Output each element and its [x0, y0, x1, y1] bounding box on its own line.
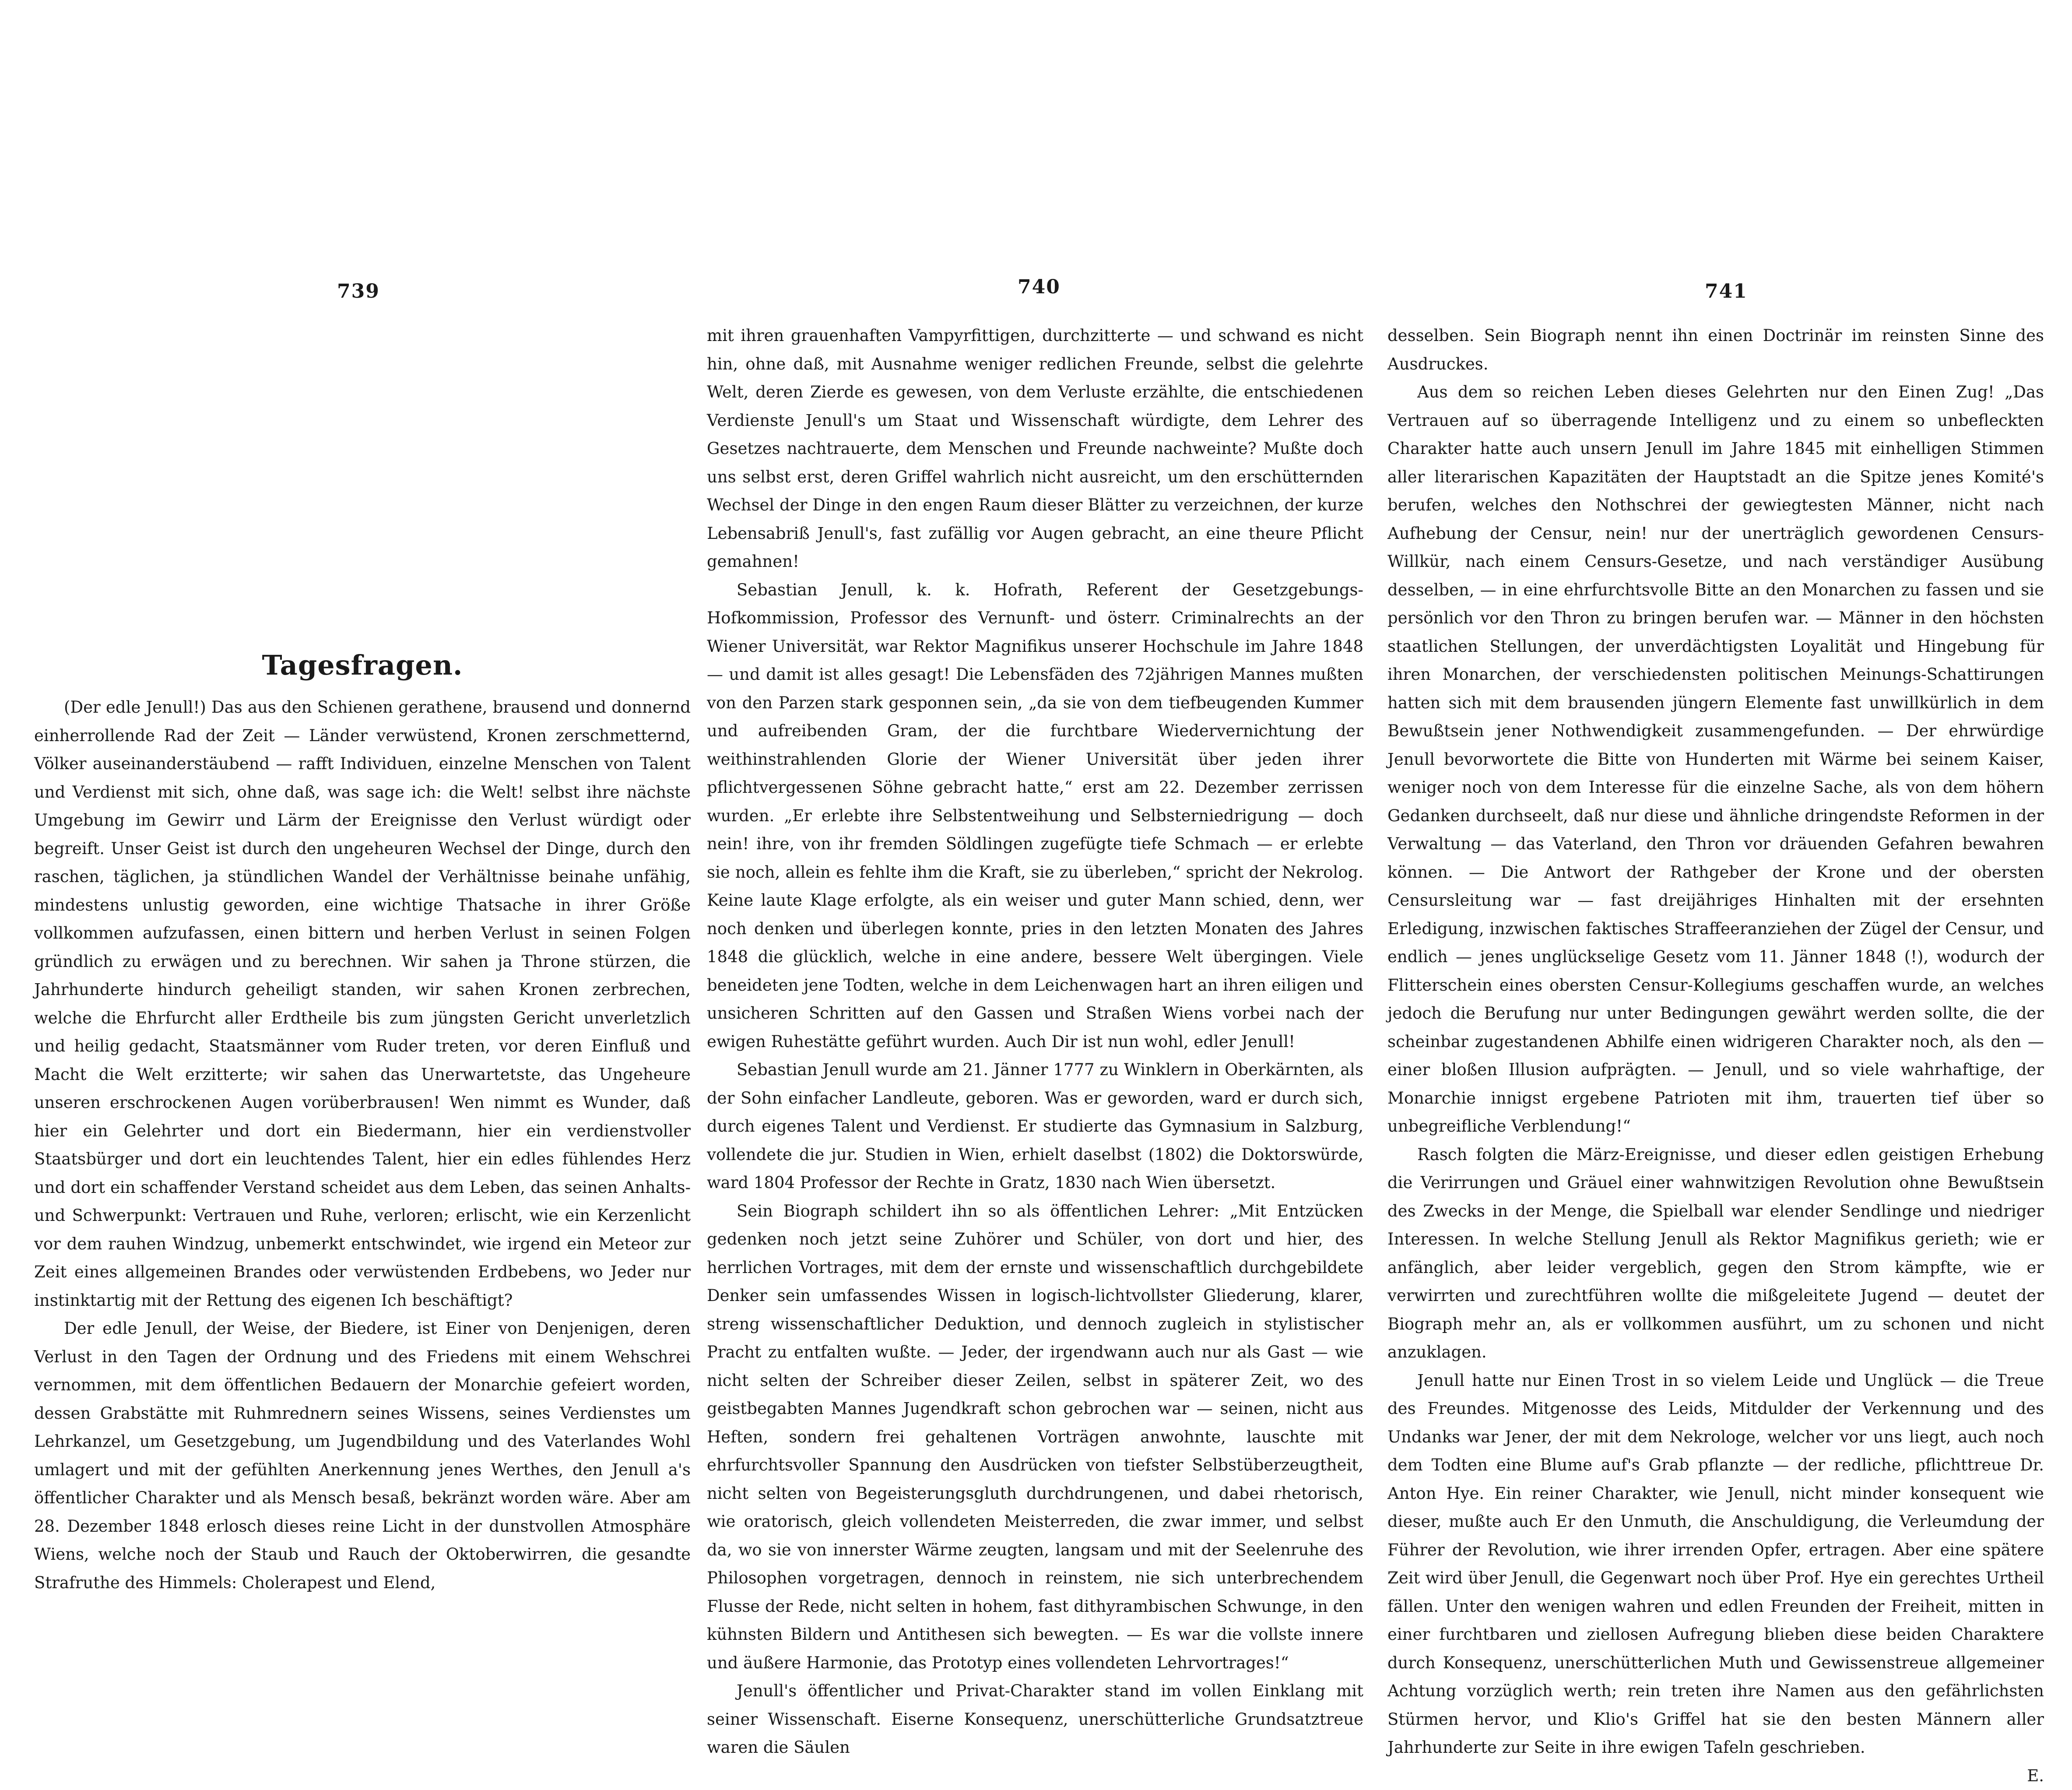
paragraph: mit ihren grauenhaften Vampyrfittigen, durchzitterte — und schwand es nicht hin, ohne daß, mit Ausnahme weniger redlichen Freunde, selbst die gelehrte Welt, deren Zierde es gewesen, von dem Verluste erzählte, die entschiedenen Verdienste Jenull's um Staat und Wissenschaft würdigte, dem Lehrer des Gesetzes nachtrauerte, dem Menschen und Freunde nachweinte? Mußte doch uns selbst erst, deren Griffel wahrlich nicht ausreicht, um den erschütternden Wechsel der Dinge in den engen Raum dieser Blätter zu verzeichnen, der kurze Lebensabriß Jenull's, fast zufällig vor Augen gebracht, an eine theure Pflicht gemahnen!: [707, 322, 1363, 576]
paragraph: Jenull hatte nur Einen Trost in so vielem Leide und Unglück — die Treue des Freundes. Mitgenosse des Leids, Mitdulder der Verkennung und des Undanks war Jener, der mit dem Nekrologe, welcher vor uns liegt, auch noch dem Todten eine Blume auf's Grab pflanzte — der redliche, pflichttreue Dr. Anton Hye. Ein reiner Charakter, wie Jenull, nicht minder konsequent wie dieser, mußte auch Er den Unmuth, die Anschuldigung, die Verleumdung der Führer der Revolution, wie ihrer irrenden Opfer, ertragen. Aber eine spätere Zeit wird über Jenull, die Gegenwart noch über Prof. Hye ein gerechtes Urtheil fällen. Unter den wenigen wahren und edlen Freunden der Freiheit, mitten in einer furchtbaren und ziellosen Aufregung blieben diese beiden Charaktere durch Konsequenz, unerschütterlichen Muth und Gewissenstreue allgemeiner Achtung vorzüglich werth; rein treten ihre Namen aus den gefährlichsten Stürmen hervor, und Klio's Griffel hat sie den besten Männern aller Jahrhunderte zur Seite in ihre ewigen Tafeln geschrieben.: [1387, 1367, 2044, 1762]
column-left: [34, 648, 691, 1597]
paragraph: Aus dem so reichen Leben dieses Gelehrten nur den Einen Zug! „Das Vertrauen auf so überragende Intelligenz und zu einem so unbefleckten Charakter hatte auch unsern Jenull im Jahre 1845 mit einhelligen Stimmen aller literarischen Kapazitäten der Hauptstadt an die Spitze jenes Komité's berufen, welches den Nothschrei der gewiegtesten Männer, nicht nach Aufhebung der Censur, nein! nur der unerträglich gewordenen Censurs-Willkür, nach einem Censurs-Gesetze, und nach verständiger Ausübung desselben, — in eine ehrfurchtsvolle Bitte an den Monarchen zu fassen und sie persönlich vor den Thron zu bringen berufen war. — Männer in den höchsten staatlichen Stellungen, der unverdächtigsten Loyalität und Hingebung für ihren Monarchen, der verschiedensten politischen Meinungs-Schattirungen hatten sich mit dem brausenden jüngern Elemente fast unwillkürlich in dem Bewußtsein jener Nothwendigkeit zusammengefunden. — Der ehrwürdige Jenull bevorwortete die Bitte von Hunderten mit Wärme bei seinem Kaiser, weniger noch von dem Interesse für die einzelne Sache, als von dem höhern Gedanken durchseelt, daß nur diese und ähnliche dringendste Reformen in der Verwaltung — das Vaterland, den Thron vor dräuenden Gefahren bewahren können. — Die Antwort der Rathgeber der Krone und der obersten Censursleitung war — fast dreijähriges Hinhalten mit der ersehnten Erledigung, inzwischen faktisches Straffeeranziehen der Zügel der Censur, und endlich — jenes unglückselige Gesetz vom 11. Jänner 1848 (!), wodurch der Flitterschein eines obersten Censur-Kollegiums geschaffen wurde, an welches jedoch die Berufung nur unter Bedingungen gewährt werden sollte, die der scheinbar zugestandenen Abhilfe einen widrigeren Charakter noch, als den — einer bloßen Illusion aufprägten. — Jenull, und so viele wahrhaftige, der Monarchie innigst ergebene Patrioten mit ihm, trauerten tief über so unbegreifliche Verblendung!“: [1387, 378, 2044, 1141]
column-middle: [707, 322, 1363, 1762]
column-right: [1387, 322, 2044, 1790]
paragraph: Sebastian Jenull wurde am 21. Jänner 1777 zu Winklern in Oberkärnten, als der Sohn einfacher Landleute, geboren. Was er geworden, ward er durch sich, durch eigenes Talent und Verdienst. Er studierte das Gymnasium in Salzburg, vollendete die jur. Studien in Wien, erhielt daselbst (1802) die Doktorswürde, ward 1804 Professor der Rechte in Gratz, 1830 nach Wien übersetzt.: [707, 1056, 1363, 1197]
paragraph: Rasch folgten die März-Ereignisse, und dieser edlen geistigen Erhebung die Verirrungen und Gräuel einer wahnwitzigen Revolution ohne Bewußtsein des Zwecks in der Menge, die Spielball war elender Sendlinge und niedriger Interessen. In welche Stellung Jenull als Rektor Magnifikus gerieth; wie er anfänglich, aber leider vergeblich, gegen den Strom kämpfte, wie er verwirrten und zurechtführen wollte die mißgeleitete Jugend — deutet der Biograph mehr an, als er vollkommen ausführt, um zu schonen und nicht anzuklagen.: [1387, 1141, 2044, 1367]
paragraph: Sein Biograph schildert ihn so als öffentlichen Lehrer: „Mit Entzücken gedenken noch jetzt seine Zuhörer und Schüler, von dort und hier, des herrlichen Vortrages, mit dem der ernste und wissenschaftlich durchgebildete Denker sein umfassendes Wissen in logisch-lichtvollster Gliederung, klarer, streng wissenschaftlicher Deduktion, und dennoch zugleich in stylistischer Pracht zu entfalten wußte. — Jeder, der irgendwann auch nur als Gast — wie nicht selten der Schreiber dieser Zeilen, selbst in späterer Zeit, wo des geistbegabten Mannes Jugendkraft schon gebrochen war — seinen, nicht aus Heften, sondern frei gehaltenen Vorträgen anwohnte, lauschte mit ehrfurchtsvoller Spannung den Ausdrücken von tiefster Selbstüberzeugtheit, nicht selten von Begeisterungsgluth durchdrungenen, und dabei rhetorisch, wie oratorisch, gleich vollendeten Meisterreden, die zwar immer, und selbst da, wo sie von innerster Wärme zeugten, langsam und mit der Seelenruhe des Philosophen vorgetragen, dennoch in reinstem, nie sich unterbrechendem Flusse der Rede, nicht selten in hohem, fast dithyrambischen Schwunge, in den kühnsten Bildern und Antithesen sich bewegten. — Es war die vollste innere und äußere Harmonie, das Prototyp eines vollendeten Lehrvortrages!“: [707, 1197, 1363, 1677]
page-number-right: 741: [1705, 280, 1748, 302]
page-number-left: 739: [337, 280, 380, 302]
paragraph: Sebastian Jenull, k. k. Hofrath, Referent der Gesetzgebungs-Hofkommission, Professor des Vernunft- und österr. Criminalrechts an der Wiener Universität, war Rektor Magnifikus unserer Hochschule im Jahre 1848 — und damit ist alles gesagt! Die Lebensfäden des 72jährigen Mannes mußten von den Parzen stark gesponnen sein, „da sie von dem tiefbeugenden Kummer und aufreibenden Gram, der die furchtbare Wiedervernichtung der weithinstrahlenden Glorie der Wiener Universität über jeden ihrer pflichtvergessenen Söhne gebracht hatte,“ erst am 22. Dezember zerrissen wurden. „Er erlebte ihre Selbstentweihung und Selbsterniedrigung — doch nein! ihre, von ihr fremden Söldlingen zugefügte tiefe Schmach — er erlebte sie noch, allein es fehlte ihm die Kraft, sie zu überleben,“ spricht der Nekrolog. Keine laute Klage erfolgte, als ein weiser und guter Mann schied, denn, wer noch denken und überlegen konnte, pries in den letzten Monaten des Jahres 1848 die glücklich, welche in eine andere, bessere Welt übergingen. Viele beneideten jene Todten, welche in dem Leichenwagen hart an ihren eiligen und unsicheren Schritten auf den Gassen und Straßen Wiens vorbei nach der ewigen Ruhestätte geführt wurden. Auch Dir ist nun wohl, edler Jenull!: [707, 576, 1363, 1056]
paragraph: Der edle Jenull, der Weise, der Biedere, ist Einer von Denjenigen, deren Verlust in den Tagen der Ordnung und des Friedens mit einem Wehschrei vernommen, mit dem öffentlichen Bedauern der Monarchie gefeiert worden, dessen Grabstätte mit Ruhmrednern seines Wissens, seines Verdienstes um Lehrkanzel, um Gesetzgebung, um Jugendbildung und des Vaterlandes Wohl umlagert und mit der gefühlten Anerkennung jenes Werthes, den Jenull a's öffentlicher Charakter und als Mensch besaß, bekränzt worden wäre. Aber am 28. Dezember 1848 erlosch dieses reine Licht in der dunstvollen Atmosphäre Wiens, welche noch der Staub und Rauch der Oktoberwirren, die gesandte Strafruthe des Himmels: Cholerapest und Elend,: [34, 1315, 691, 1597]
author-signature: E.: [1387, 1762, 2044, 1790]
paragraph: (Der edle Jenull!) Das aus den Schienen gerathene, brausend und donnernd einherrollende Rad der Zeit — Länder verwüstend, Kronen zerschmetternd, Völker auseinanderstäubend — rafft Individuen, einzelne Menschen von Talent und Verdienst mit sich, ohne daß, was sage ich: die Welt! selbst ihre nächste Umgebung im Gewirr und Lärm der Ereignisse den Verlust würdigt oder begreift. Unser Geist ist durch den ungeheuren Wechsel der Dinge, durch den raschen, täglichen, ja stündlichen Wandel der Verhältnisse beinahe unfähig, mindestens unlustig geworden, eine wichtige Thatsache in ihrer Größe vollkommen aufzufassen, einen bittern und herben Verlust in seinen Folgen gründlich zu erwägen und zu berechnen. Wir sahen ja Throne stürzen, die Jahrhunderte hindurch geheiligt standen, wir sahen Kronen zerbrechen, welche die Ehrfurcht aller Erdtheile bis zum jüngsten Gericht unverletzlich und heilig gedacht, Staatsmänner vom Ruder treten, vor deren Einfluß und Macht die Welt erzitterte; wir sahen das Unerwartetste, das Ungeheure unseren erschrockenen Augen vorüberbrausen! Wen nimmt es Wunder, daß hier ein Gelehrter und dort ein Biedermann, hier ein verdienstvoller Staatsbürger und dort ein leuchtendes Talent, hier ein edles fühlendes Herz und dort ein schaffender Verstand scheidet aus dem Leben, das seinen Anhalts- und Schwerpunkt: Vertrauen und Ruhe, verloren; erlischt, wie ein Kerzenlicht vor dem rauhen Windzug, unbemerkt entschwindet, wie irgend ein Meteor zur Zeit eines allgemeinen Brandes oder verwüstenden Erdbebens, wo Jeder nur instinktartig mit der Rettung des eigenen Ich beschäftigt?: [34, 693, 691, 1315]
paragraph: desselben. Sein Biograph nennt ihn einen Doctrinär im reinsten Sinne des Ausdruckes.: [1387, 322, 2044, 378]
paragraph: Jenull's öffentlicher und Privat-Charakter stand im vollen Einklang mit seiner Wissenschaft. Eiserne Konsequenz, unerschütterliche Grundsatztreue waren die Säulen: [707, 1677, 1363, 1762]
page-number-middle: 740: [1018, 276, 1061, 298]
article-title: Tagesfragen.: [34, 648, 691, 683]
